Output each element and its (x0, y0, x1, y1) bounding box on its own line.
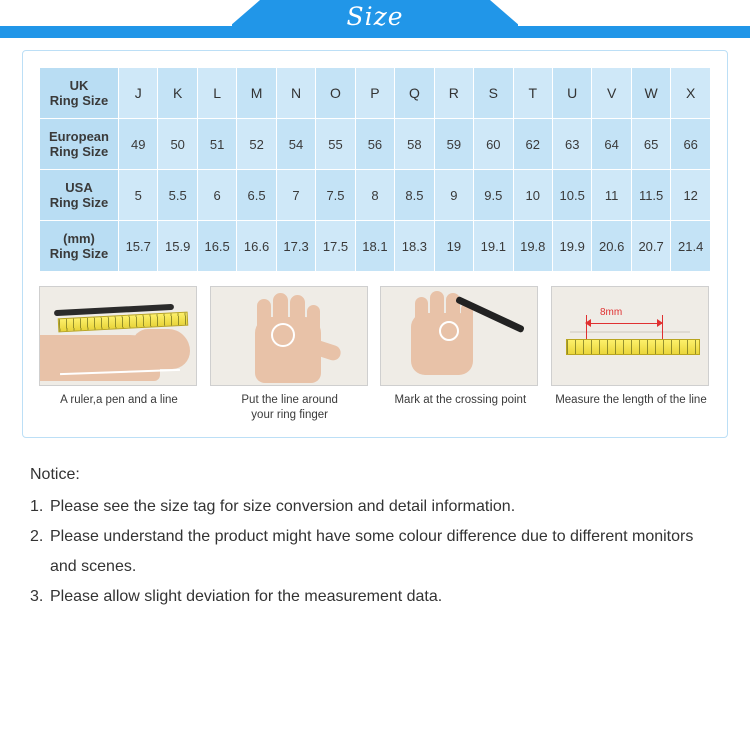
cell: 20.6 (592, 221, 631, 272)
cell: 51 (197, 119, 236, 170)
list-item (30, 522, 720, 582)
row-header-european (40, 119, 119, 170)
notice-section (30, 460, 720, 612)
cell: N (276, 68, 315, 119)
cell: 16.5 (197, 221, 236, 272)
notice-item-number: 1. (30, 498, 44, 515)
table-row (40, 221, 711, 272)
cell: O (316, 68, 355, 119)
hand-marking-pen-image (380, 286, 538, 386)
step-2 (210, 286, 370, 423)
cell: 59 (434, 119, 473, 170)
notice-title: Notice: (30, 466, 80, 483)
cell: U (552, 68, 591, 119)
cell: 5.5 (158, 170, 197, 221)
cell: 11.5 (631, 170, 670, 221)
cell: R (434, 68, 473, 119)
cell: 6 (197, 170, 236, 221)
finger-shape (415, 297, 428, 327)
notice-item-number: 2. (30, 528, 44, 545)
cell: 9.5 (474, 170, 513, 221)
cell: 10 (513, 170, 552, 221)
measure-arrow (586, 323, 662, 324)
cell: 19 (434, 221, 473, 272)
measure-label: 8mm (599, 307, 623, 318)
cell: 15.9 (158, 221, 197, 272)
row-header-line2: Ring Size (49, 93, 109, 108)
step-2-caption-line1: Put the line around (241, 394, 338, 406)
cell: 54 (276, 119, 315, 170)
notice-list (30, 492, 720, 612)
ring-size-table (39, 67, 711, 272)
cell: S (474, 68, 513, 119)
size-banner (0, 0, 750, 38)
cell: Q (395, 68, 434, 119)
cell: 8.5 (395, 170, 434, 221)
cell: T (513, 68, 552, 119)
cell: 18.3 (395, 221, 434, 272)
cell: 15.7 (119, 221, 158, 272)
row-header-uk (40, 68, 119, 119)
cell: 20.7 (631, 221, 670, 272)
step-3 (380, 286, 540, 423)
cell: 60 (474, 119, 513, 170)
row-header-line1: UK (69, 78, 89, 93)
finger-shape (257, 299, 271, 333)
hand-shape (132, 329, 190, 369)
list-item (30, 582, 720, 612)
finger-shape (430, 291, 444, 327)
cell: 50 (158, 119, 197, 170)
cell: K (158, 68, 197, 119)
cell: 62 (513, 119, 552, 170)
table-row (40, 119, 711, 170)
step-1-caption: A ruler,a pen and a line (60, 394, 178, 406)
cell: 19.8 (513, 221, 552, 272)
cell: 65 (631, 119, 670, 170)
step-4 (551, 286, 711, 423)
cell: 10.5 (552, 170, 591, 221)
ruler-measure-image (551, 286, 709, 386)
cell: 18.1 (355, 221, 394, 272)
list-item (30, 492, 720, 522)
cell: 64 (592, 119, 631, 170)
cell: 49 (119, 119, 158, 170)
cell: 66 (671, 119, 711, 170)
size-chart-card (22, 50, 728, 438)
cell: M (237, 68, 276, 119)
notice-item-text: Please see the size tag for size conversion and detail information. (50, 498, 516, 515)
measure-steps (39, 286, 711, 423)
string-loop-shape (271, 323, 295, 347)
cell: V (592, 68, 631, 119)
row-header-line1: (mm) (63, 231, 95, 246)
row-header-line1: USA (65, 180, 93, 195)
cell: 16.6 (237, 221, 276, 272)
banner-title: Size (346, 2, 404, 31)
cell: 63 (552, 119, 591, 170)
row-header-line1: European (49, 129, 109, 144)
cell: J (119, 68, 158, 119)
cell: 55 (316, 119, 355, 170)
step-2-caption-line2: your ring finger (251, 409, 329, 421)
step-1 (39, 286, 199, 423)
cell: 17.3 (276, 221, 315, 272)
step-3-caption: Mark at the crossing point (394, 394, 527, 406)
row-header-usa (40, 170, 119, 221)
notice-item-text: Please allow slight deviation for the measurement data. (50, 588, 443, 605)
string-shape (570, 331, 690, 333)
cell: 9 (434, 170, 473, 221)
cell: 7 (276, 170, 315, 221)
cell: 58 (395, 119, 434, 170)
cell: 19.9 (552, 221, 591, 272)
notice-item-number: 3. (30, 588, 44, 605)
background (552, 287, 708, 385)
hand-with-line-image (210, 286, 368, 386)
ruler-ticks (567, 340, 699, 354)
cell: 5 (119, 170, 158, 221)
cell: 21.4 (671, 221, 711, 272)
row-header-line2: Ring Size (49, 144, 109, 159)
cell: P (355, 68, 394, 119)
cell: 6.5 (237, 170, 276, 221)
ruler-shape (566, 339, 700, 355)
cell: 8 (355, 170, 394, 221)
cell: 19.1 (474, 221, 513, 272)
notice-item-text: Please understand the product might have some colour difference due to different monitors and scenes. (50, 528, 694, 575)
cell: 56 (355, 119, 394, 170)
row-header-line2: Ring Size (49, 246, 109, 261)
row-header-mm (40, 221, 119, 272)
step-4-caption: Measure the length of the line (555, 394, 707, 406)
finger-shape (307, 305, 320, 335)
cell: L (197, 68, 236, 119)
table-row (40, 170, 711, 221)
table-row (40, 68, 711, 119)
cell: 17.5 (316, 221, 355, 272)
cell: W (631, 68, 670, 119)
cell: 11 (592, 170, 631, 221)
step-2-caption (210, 393, 370, 423)
row-header-line2: Ring Size (49, 195, 109, 210)
cell: 12 (671, 170, 711, 221)
cell: 7.5 (316, 170, 355, 221)
cell: X (671, 68, 711, 119)
ruler-pen-line-image (39, 286, 197, 386)
cell: 52 (237, 119, 276, 170)
